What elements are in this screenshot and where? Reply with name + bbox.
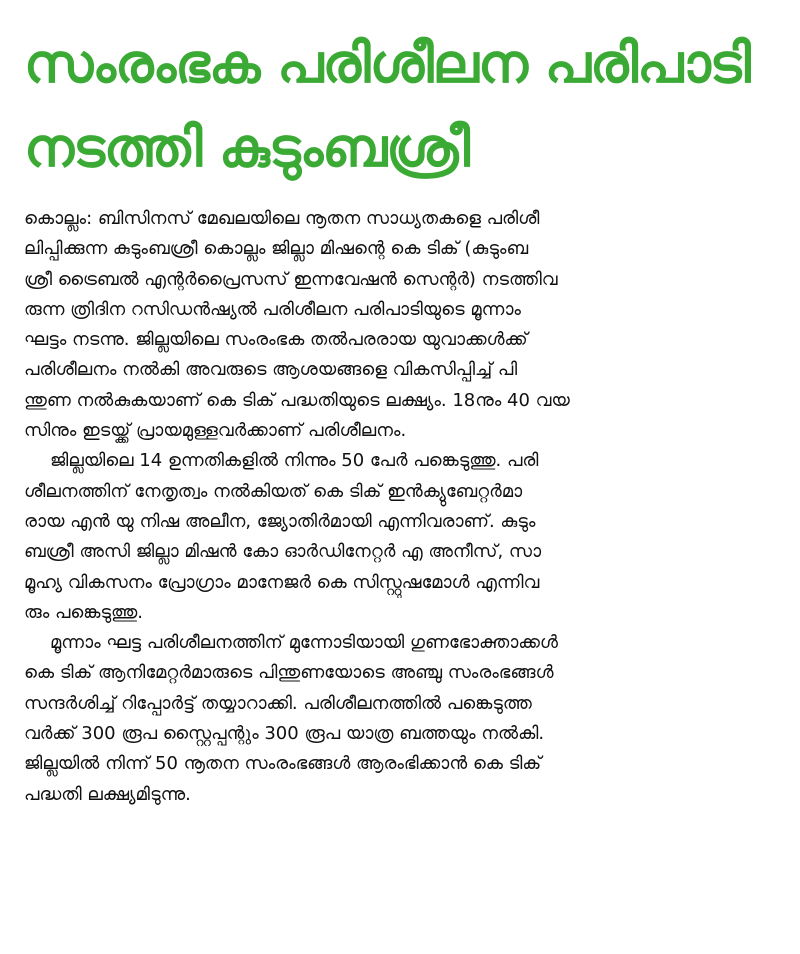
paragraph-line: പദ്ധതി ലക്ഷ്യമിടുന്നു. [24, 783, 191, 805]
paragraph-3 [24, 628, 776, 810]
paragraph-line: രുന്ന ത്രിദിന റസിഡൻഷ്യൽ പരിശീലന പരിപാടിയുടെ മൂന്നാം [24, 298, 521, 320]
paragraph-2 [24, 446, 776, 628]
paragraph-line: സിനും ഇടയ്ക്ക് പ്രായമുള്ളവർക്കാണ് പരിശീലനം. [24, 420, 407, 442]
headline-line-1: സംരംഭക പരിശീലന പരിപാടി [24, 32, 751, 95]
headline [24, 22, 776, 190]
paragraph-line: സന്ദർശിച്ച് റിപ്പോർട്ട് തയ്യാറാക്കി. പരിശീലനത്തിൽ പങ്കെടുത്ത [24, 692, 532, 714]
paragraph-line: ശ്രീ ട്രൈബൽ എന്റർപ്രൈസസ് ഇന്നവേഷൻ സെന്റർ) നടത്തിവ [24, 268, 558, 290]
paragraph-line: ന്തുണ നൽകുകയാണ് കെ ടിക് പദ്ധതിയുടെ ലക്ഷ്യം. 18നും 40 വയ [24, 389, 570, 411]
paragraph-line: ബശ്രീ അസി ജില്ലാ മിഷൻ കോ ഓർഡിനേറ്റർ എ അനീസ്, സാ [24, 541, 542, 563]
paragraph-line: ലിപ്പിക്കുന്ന കുടുംബശ്രീ കൊല്ലം ജില്ലാ മിഷന്റെ കെ ടിക് (കുടുംബ [24, 238, 529, 260]
paragraph-line: ജില്ലയിൽ നിന്ന് 50 നൂതന സംരംഭങ്ങൾ ആരംഭിക്കാൻ കെ ടിക് [24, 753, 542, 775]
article-body [24, 204, 776, 810]
paragraph-line: ഘട്ടം നടന്നു. ജില്ലയിലെ സംരംഭക തൽപരരായ യുവാക്കൾക്ക് [24, 329, 528, 351]
headline-line-2: നടത്തി കുടുംബശ്രീ [24, 116, 470, 179]
paragraph-line: ശീലനത്തിന് നേതൃത്വം നൽകിയത് കെ ടിക് ഇൻക്യുബേറ്റർമാ [24, 480, 523, 502]
paragraph-line: മൂഹ്യ വികസനം പ്രോഗ്രാം മാനേജർ കെ സിസ്റ്റുഷമോൾ എന്നിവ [24, 571, 540, 593]
paragraph-line: പരിശീലനം നൽകി അവരുടെ ആശയങ്ങളെ വികസിപ്പിച്ച് പി [24, 359, 518, 381]
paragraph-1 [24, 204, 776, 446]
paragraph-line: ജില്ലയിലെ 14 ഉന്നതികളിൽ നിന്നും 50 പേർ പങ്കെടുത്തു. പരി [50, 450, 539, 472]
paragraph-line: രും പങ്കെടുത്തു. [24, 601, 143, 623]
paragraph-line: കൊല്ലം: ബിസിനസ് മേഖലയിലെ നൂതന സാധ്യതകളെ പരിശീ [24, 208, 540, 229]
paragraph-line: രായ എൻ യു നിഷ അലീന, ജ്യോതിർമായി എന്നിവരാണ്. കുടും [24, 510, 536, 532]
paragraph-line: വർക്ക് 300 രൂപ സ്റ്റൈപ്പന്റും 300 രൂപ യാത്ര ബത്തയും നൽകി. [24, 723, 545, 745]
paragraph-line: മൂന്നാം ഘട്ട പരിശീലനത്തിന് മുന്നോടിയായി ഗുണഭോക്താക്കൾ [50, 632, 558, 654]
paragraph-line: കെ ടിക് ആനിമേറ്റർമാരുടെ പിന്തുണയോടെ അഞ്ചു സംരംഭങ്ങൾ [24, 662, 554, 684]
